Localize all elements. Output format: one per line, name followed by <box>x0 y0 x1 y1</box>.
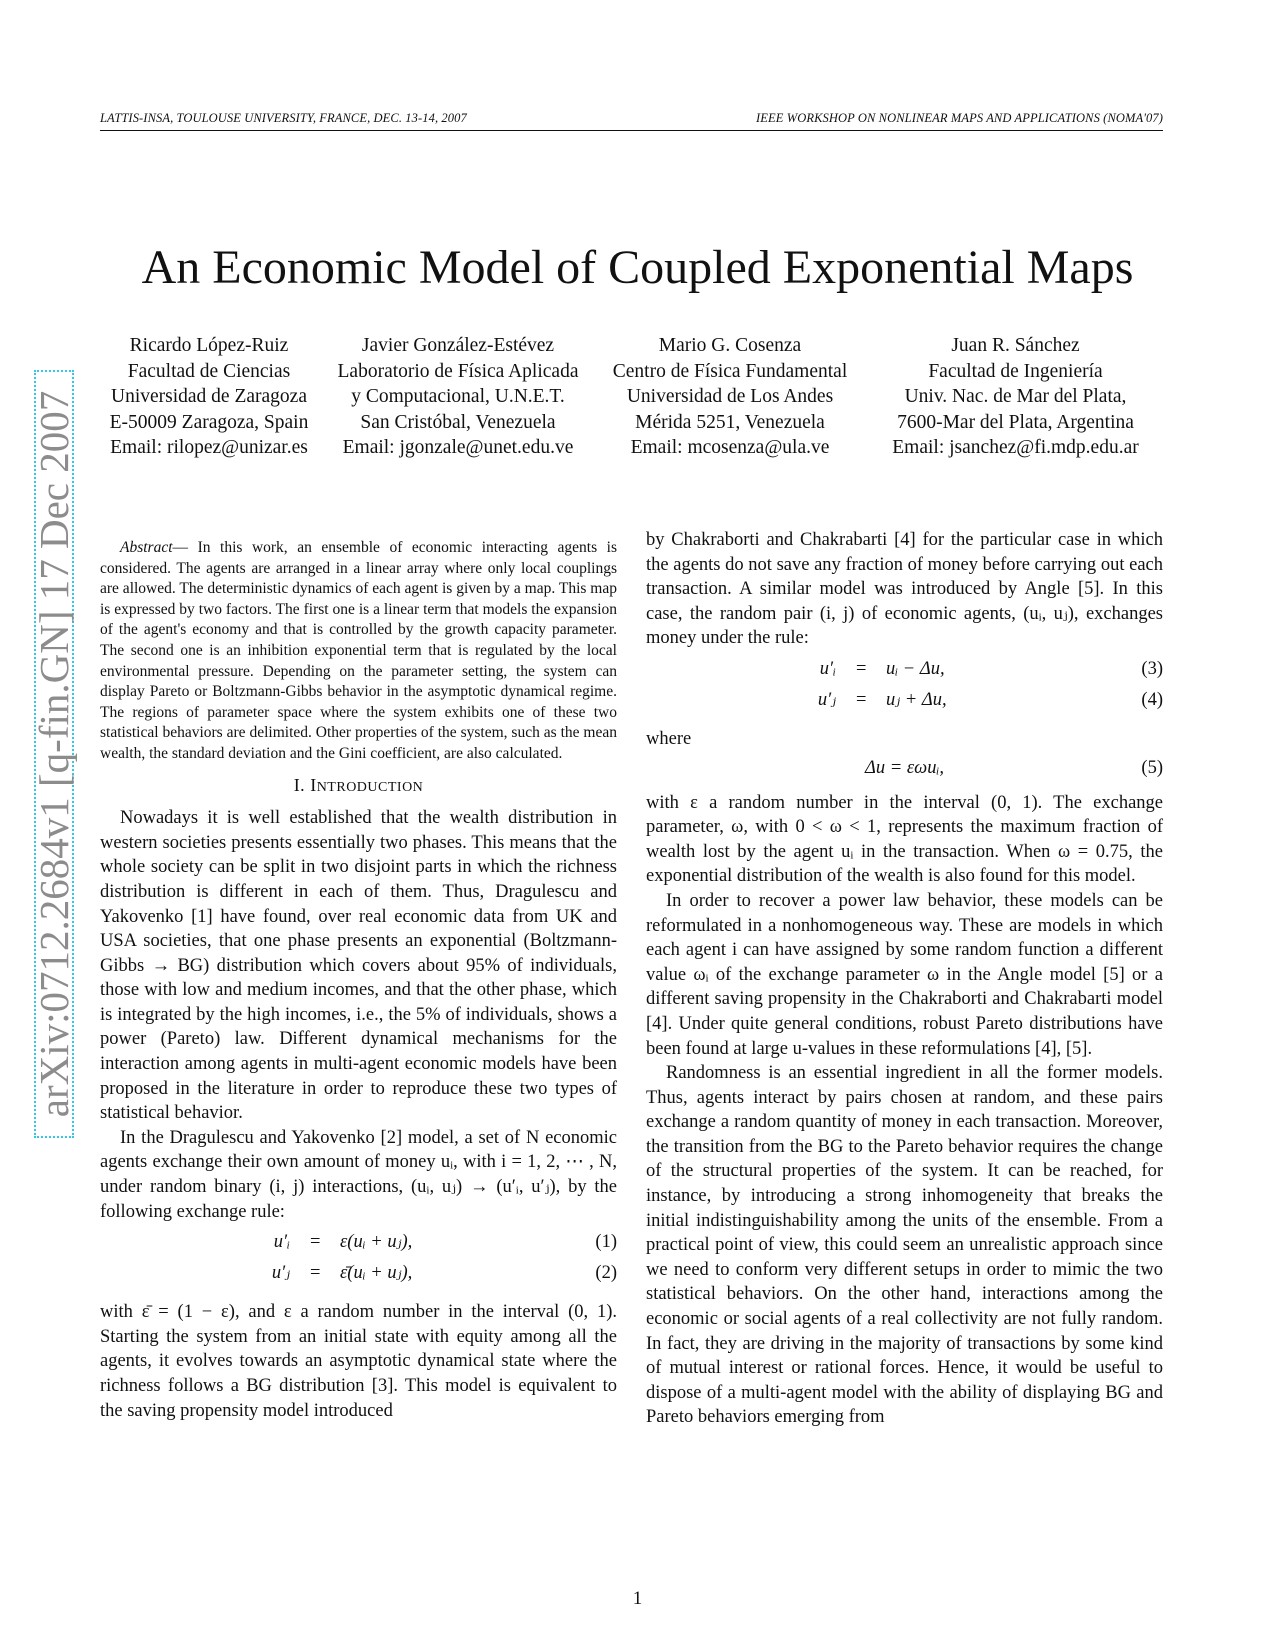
equation-op: = <box>856 658 867 679</box>
equation-4 <box>646 688 1163 719</box>
author-email: Email: mcosenza@ula.ve <box>630 437 830 458</box>
author-1 <box>100 333 318 461</box>
equation-number: (1) <box>595 1232 617 1253</box>
equation-2 <box>100 1261 617 1292</box>
right-paragraph-3: In order to recover a power law behavior, these models can be reformulated in a nonhomogeneous way. These are models in which each agent i can have assigned by some random function a different value ωᵢ of the exchange parameter ω in the Angle model [5] or a different saving propensity in the Chakraborti and Chakrabarti model [4]. Under quite general conditions, robust Pareto distributions have been found at large u-values in these reformulations [4], [5]. <box>646 890 1163 1059</box>
author-affiliation-line: 7600-Mar del Plata, Argentina <box>897 411 1134 433</box>
equation-3 <box>646 657 1163 688</box>
author-4 <box>868 333 1163 461</box>
header-rule <box>100 130 1163 131</box>
equation-lhs: u′ᵢ <box>819 658 836 679</box>
running-header-right: IEEE WORKSHOP ON NONLINEAR MAPS AND APPLICATIONS (NOMA'07) <box>756 111 1163 125</box>
page-number: 1 <box>632 1588 643 1609</box>
equation-expr: Δu = εωuᵢ, <box>865 757 944 778</box>
author-name: Javier González-Estévez <box>361 335 555 356</box>
equation-op: = <box>310 1263 321 1284</box>
equation-rhs: uⱼ + Δu, <box>886 689 947 710</box>
author-affiliation-line: y Computacional, U.N.E.T. <box>351 386 565 407</box>
author-affiliation-line: Universidad de Zaragoza <box>111 386 307 407</box>
section-rest: NTRODUCTION <box>316 779 424 795</box>
author-name: Mario G. Cosenza <box>658 335 802 356</box>
author-affiliation-line: Universidad de Los Andes <box>626 386 834 407</box>
author-name: Ricardo López-Ruiz <box>129 335 289 356</box>
equation-lhs: u′ᵢ <box>273 1232 290 1253</box>
right-paragraph-1: by Chakraborti and Chakrabarti [4] for the particular case in which the agents do not save any fraction of money before carrying out each transaction. A similar model was introduced by Angle [5]. In this case, the random pair (i, j) of economic agents, (uᵢ, uⱼ), exchanges money under the rule: <box>646 530 1163 649</box>
right-paragraph-2: with ε a random number in the interval (0, 1). The exchange parameter, ω, with 0 < ω < 1, represents the maximum fraction of wealth lost by the agent uᵢ in the transaction. When ω = 0.75, the exponential distribution of the wealth is also found for this model. <box>646 792 1163 887</box>
equation-op: = <box>856 689 867 710</box>
equation-number: (4) <box>1141 689 1163 710</box>
arxiv-stamp[interactable]: arXiv:0712.2684v1 [q-fin.GN] 17 Dec 2007 <box>34 370 74 1138</box>
author-3 <box>598 333 862 461</box>
equation-rhs: ε(uᵢ + uⱼ), <box>340 1232 413 1253</box>
equation-1 <box>100 1230 617 1261</box>
abstract-label: Abstract <box>120 539 173 556</box>
running-header-left: LATTIS-INSA, TOULOUSE UNIVERSITY, FRANCE, DEC. 13-14, 2007 <box>100 111 467 125</box>
author-affiliation-line: Facultad de Ingeniería <box>928 360 1103 382</box>
section-numeral: I. <box>293 774 311 795</box>
author-email: Email: jgonzale@unet.edu.ve <box>342 437 574 458</box>
author-affiliation-line: Mérida 5251, Venezuela <box>635 411 825 433</box>
section-heading-introduction <box>100 773 617 801</box>
author-email: Email: jsanchez@fi.mdp.edu.ar <box>892 437 1139 458</box>
author-affiliation-line: Univ. Nac. de Mar del Plata, <box>904 386 1127 407</box>
paper-title: An Economic Model of Coupled Exponential Maps <box>141 241 1134 294</box>
author-2 <box>326 333 590 461</box>
where-text: where <box>646 728 692 749</box>
author-affiliation-line: Laboratorio de Física Aplicada <box>337 360 579 382</box>
equation-number: (5) <box>1141 757 1163 778</box>
author-affiliation-line: Facultad de Ciencias <box>127 360 291 382</box>
right-column <box>646 528 1163 1430</box>
author-affiliation-line: Centro de Física Fundamental <box>612 360 848 382</box>
equation-rhs: ε̄(uᵢ + uⱼ), <box>340 1263 413 1284</box>
author-affiliation-line: E-50009 Zaragoza, Spain <box>109 411 309 433</box>
author-affiliation-line: San Cristóbal, Venezuela <box>360 411 556 433</box>
equation-number: (3) <box>1141 658 1163 679</box>
equation-5 <box>646 756 1163 787</box>
intro-paragraph-2: In the Dragulescu and Yakovenko [2] model, a set of N economic agents exchange their own amount of money uᵢ, with i = 1, 2, ⋯ , N, under random binary (i, j) interactions, (uᵢ, uⱼ) → (u′ᵢ, u′ⱼ), by the following exchange rule: <box>100 1127 617 1222</box>
author-block <box>100 333 1163 463</box>
author-name: Juan R. Sánchez <box>951 335 1080 356</box>
abstract-text: — In this work, an ensemble of economic interacting agents is considered. The agents are arranged in a linear array where only local couplings are allowed. The deterministic dynamics of each agent is given by a map. This map is expressed by two factors. The first one is a linear term that models the expansion of the agent's economy and that is controlled by the growth capacity parameter. The second one is an inhibition exponential term that is regulated by the local environmental pressure. Depending on the parameter setting, the system can display Pareto or Boltzmann-Gibbs behavior in the asymptotic dynamical regime. The regions of parameter space where the system exhibits one of these two statistical behaviors are delimited. Other properties of the system, such as the mean wealth, the standard deviation and the Gini coefficient, are also calculated. <box>100 539 617 762</box>
left-column <box>100 538 617 1423</box>
author-email: Email: rilopez@unizar.es <box>110 437 308 458</box>
equation-block-3-4 <box>646 657 1163 719</box>
equation-lhs: u′ⱼ <box>817 689 836 710</box>
right-paragraph-4: Randomness is an essential ingredient in all the former models. Thus, agents interact by pairs chosen at random, and these pairs exchange a random quantity of money in each transaction. Moreover, the transition from the BG to the Pareto behavior requires the change of the structural properties of the system. It can be reached, for instance, by introducing a strong inhomogeneity that breaks the initial indistinguishability among the units of the ensemble. From a practical point of view, this could seem an unrealistic approach since we need to conform very different setups in order to mimic the two statistical behaviors. On the other hand, interactions among the economic or social agents of a real collectivity are not fully random. In fact, they are driving in the majority of transactions by some kind of mutual interest or rational forces. Hence, it would be useful to dispose of a multi-agent model with the ability of displaying BG and Pareto behaviors emerging from <box>646 1063 1163 1428</box>
equation-lhs: u′ⱼ <box>271 1263 290 1284</box>
section-initial: I <box>310 774 317 795</box>
equation-op: = <box>310 1232 321 1253</box>
intro-paragraph-1: Nowadays it is well established that the wealth distribution in western societies presents essentially two phases. This means that the whole society can be split in two disjoint parts in which the richness distribution is different in each of them. Thus, Dragulescu and Yakovenko [1] have found, over real economic data from UK and USA societies, that one phase presents an exponential (Boltzmann-Gibbs → BG) distribution which covers about 95% of individuals, those with low and medium incomes, and that the other phase, which is integrated by the high incomes, i.e., the 5% of individuals, shows a power (Pareto) law. Different dynamical mechanisms for the interaction among agents in multi-agent economic models have been proposed in the literature in order to reproduce these two types of statistical behavior. <box>100 808 617 1124</box>
equation-block-1-2 <box>100 1230 617 1292</box>
equation-number: (2) <box>595 1263 617 1284</box>
abstract <box>100 538 617 765</box>
intro-paragraph-3: with ε̄ = (1 − ε), and ε a random number in the interval (0, 1). Starting the system from an initial state with equity among all the agents, it evolves towards an asymptotic dynamical state where the richness follows a BG distribution [3]. This model is equivalent to the saving propensity model introduced <box>100 1302 617 1421</box>
equation-rhs: uᵢ − Δu, <box>886 658 945 679</box>
